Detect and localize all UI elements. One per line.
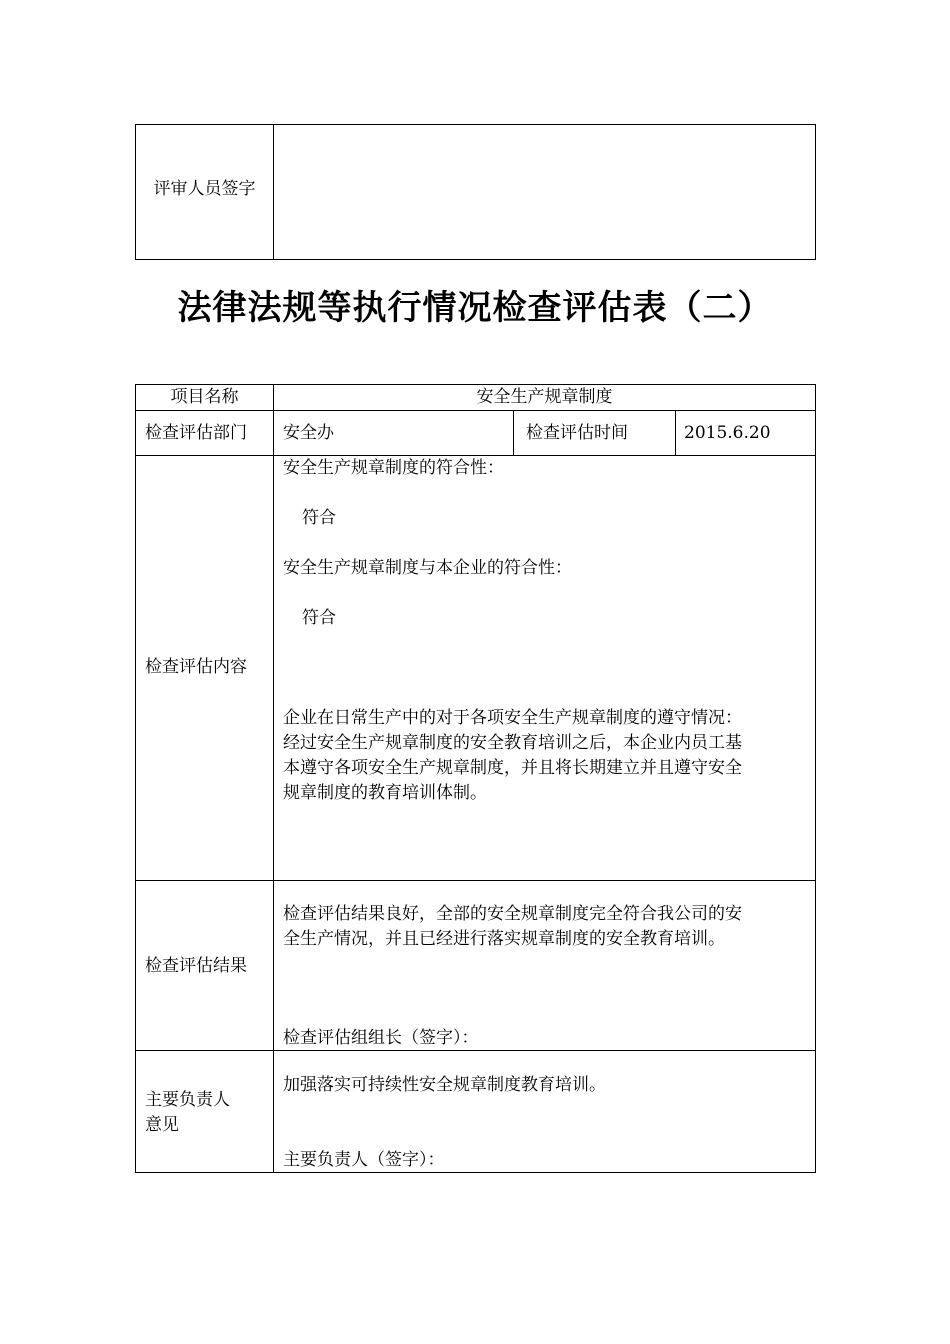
- dept-label: 检查评估部门: [145, 423, 247, 443]
- opinion-label: [145, 1088, 273, 1138]
- row-divider: [136, 410, 815, 411]
- content-question-2: 安全生产规章制度与本企业的符合性：: [283, 558, 572, 578]
- evaluation-table: [135, 384, 816, 1173]
- content-answer-3-line: 经过安全生产规章制度的安全教育培训之后，本企业内员工基: [283, 733, 742, 753]
- opinion-sign-label: 主要负责人（签字）：: [283, 1150, 445, 1170]
- project-name-value: 安全生产规章制度: [476, 387, 613, 407]
- row-divider: [136, 880, 815, 881]
- result-body: [283, 902, 813, 952]
- result-line: 检查评估结果良好，全部的安全规章制度完全符合我公司的安: [283, 904, 742, 924]
- result-line: 全生产情况，并且已经进行落实规章制度的安全教育培训。: [283, 929, 725, 949]
- content-question-1: 安全生产规章制度的符合性：: [283, 458, 504, 478]
- column-divider: [675, 410, 676, 455]
- reviewer-signature-label: 评审人员签字: [153, 179, 256, 199]
- time-value: 2015.6.20: [684, 423, 771, 443]
- column-divider: [273, 385, 274, 1172]
- opinion-label-line: 主要负责人: [145, 1090, 230, 1110]
- column-divider: [513, 410, 514, 455]
- reviewer-signature-table: [135, 124, 816, 260]
- content-body: [283, 455, 813, 806]
- content-answer-1: 符合: [302, 508, 336, 528]
- result-sign-label: 检查评估组组长（签字）：: [283, 1028, 479, 1048]
- reviewer-signature-field[interactable]: [274, 125, 815, 259]
- content-label: 检查评估内容: [145, 657, 247, 677]
- time-label: 检查评估时间: [526, 423, 628, 443]
- opinion-label-line: 意见: [145, 1115, 179, 1135]
- dept-value: 安全办: [283, 423, 334, 443]
- content-answer-3-line: 本遵守各项安全生产规章制度，并且将长期建立并且遵守安全: [283, 758, 742, 778]
- page-title: 法律法规等执行情况检查评估表（二）: [177, 288, 773, 328]
- content-question-3: 企业在日常生产中的对于各项安全生产规章制度的遵守情况：: [283, 708, 742, 728]
- content-answer-2: 符合: [302, 608, 336, 628]
- content-answer-3-line: 规章制度的教育培训体制。: [283, 783, 487, 803]
- opinion-text: 加强落实可持续性安全规章制度教育培训。: [283, 1075, 606, 1095]
- project-name-label: 项目名称: [170, 387, 239, 407]
- result-label: 检查评估结果: [145, 956, 247, 976]
